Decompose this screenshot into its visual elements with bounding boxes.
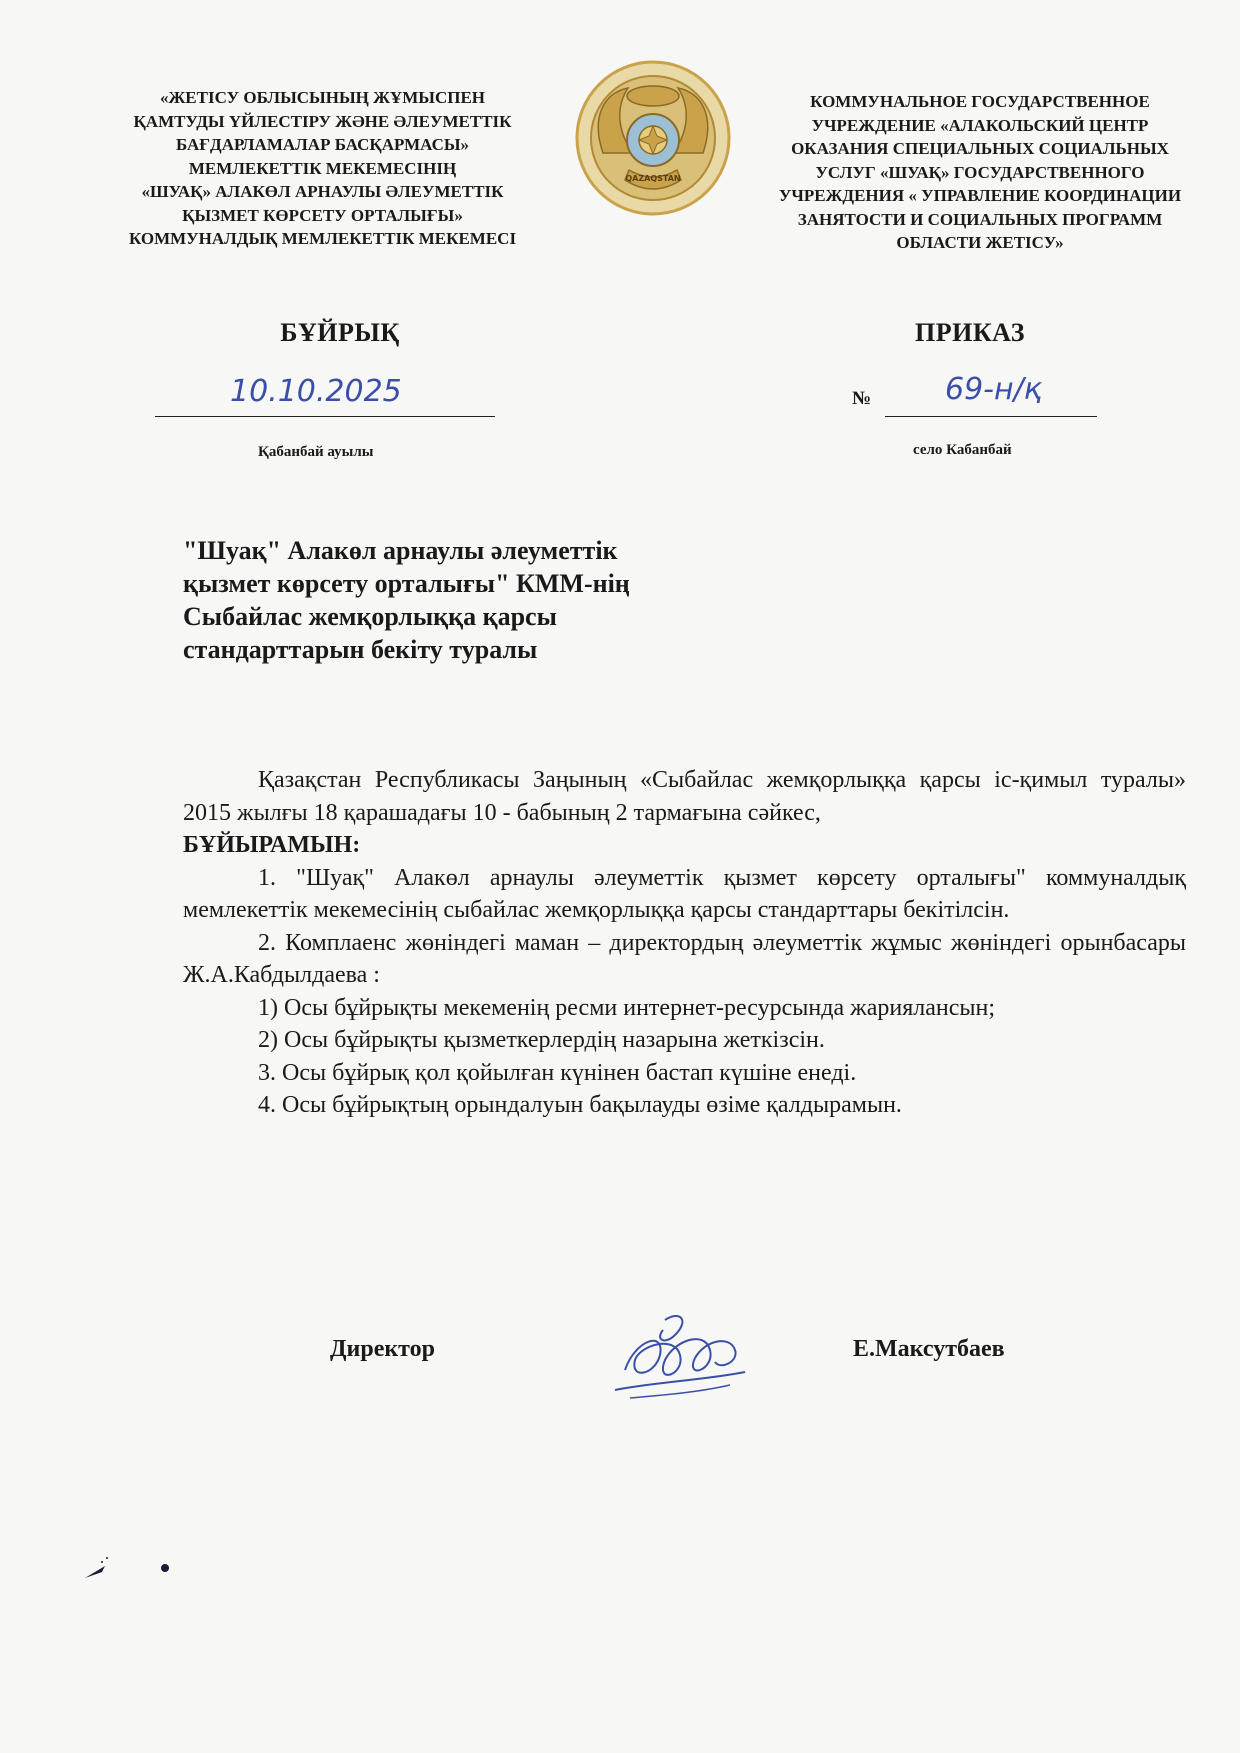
header-left-line: ҚАМТУДЫ ҮЙЛЕСТІРУ ЖӘНЕ ӘЛЕУМЕТТІК (133, 111, 512, 131)
header-left-line: «ШУАҚ» АЛАКӨЛ АРНАУЛЫ ӘЛЕУМЕТТІК (141, 182, 504, 201)
title-kz: БҰЙРЫҚ (280, 318, 400, 347)
header-left-line: «ЖЕТІСУ ОБЛЫСЫНЫҢ ЖҰМЫСПЕН (159, 88, 486, 107)
header-left-org-kz (100, 86, 545, 251)
signatory-name: Е.Максутбаев (853, 1336, 1005, 1362)
header-left-line: КОММУНАЛДЫҚ МЕМЛЕКЕТТІК МЕКЕМЕСІ (128, 229, 517, 248)
header-left-line: БАҒДАРЛАМАЛАР БАСҚАРМАСЫ» (175, 135, 470, 154)
header-right-line: УСЛУГ «ШУАҚ» ГОСУДАРСТВЕННОГО (815, 162, 1145, 182)
order-item: 2. Комплаенс жөніндегі маман – директордың әлеуметтік жұмыс жөніндегі орынбасары Ж.А.Кабдылдаева : (183, 929, 1186, 988)
date-underline (155, 416, 495, 417)
order-subject (183, 534, 723, 666)
order-item: 1) Осы бұйрықты мекеменің ресми интернет-ресурсында жариялансын; (258, 994, 995, 1021)
order-number: 69-н/қ (945, 372, 1042, 407)
order-body (183, 764, 1186, 1122)
header-right-line: КОММУНАЛЬНОЕ ГОСУДАРСТВЕННОЕ (810, 92, 1150, 111)
order-item: 3. Осы бұйрық қол қойылған күнінен бастап күшіне енеді. (258, 1059, 857, 1086)
subject-line: "Шуақ" Алакөл арнаулы әлеуметтік (183, 536, 618, 565)
order-item: 1. "Шуақ" Алакөл арнаулы әлеуметтік қызмет көрсету орталығы" коммуналдық мемлекеттік мекемесінің сыбайлас жемқорлыққа қарсы стандарттары бекітілсін. (183, 864, 1186, 923)
subject-line: стандарттарын бекіту туралы (183, 635, 538, 664)
preamble: Қазақстан Республикасы Заңының «Сыбайлас жемқорлыққа қарсы іс-қимыл туралы» 2015 жылғы 18 қарашадағы 10 - бабының 2 тармағына сәйкес, БҰЙЫРАМЫН: (183, 767, 1186, 858)
header-right-line: ОКАЗАНИЯ СПЕЦИАЛЬНЫХ СОЦИАЛЬНЫХ (791, 139, 1169, 158)
ink-smudge-icon (80, 1548, 180, 1588)
place-kz: Қабанбай ауылы (258, 444, 374, 460)
title-ru: ПРИКАЗ (915, 318, 1026, 347)
number-underline (885, 416, 1097, 417)
number-sign: № (852, 388, 872, 409)
header-right-line: ЗАНЯТОСТИ И СОЦИАЛЬНЫХ ПРОГРАММ (797, 209, 1163, 229)
order-item: 2) Осы бұйрықты қызметкерлердің назарына жеткізсін. (258, 1027, 825, 1053)
header-right-line: УЧРЕЖДЕНИЯ « УПРАВЛЕНИЕ КООРДИНАЦИИ (778, 186, 1182, 205)
state-emblem-icon (573, 58, 733, 218)
handwritten-signature-icon (605, 1300, 755, 1410)
subject-line: қызмет көрсету орталығы" КММ-нің (183, 569, 630, 598)
order-item: 4. Осы бұйрықтың орындалуын бақылауды өзіме қалдырамын. (258, 1092, 902, 1118)
header-left-line: МЕМЛЕКЕТТІК МЕКЕМЕСІНІҢ (188, 158, 457, 178)
header-right-org-ru (745, 90, 1215, 255)
emblem-text: QAZAQSTAN (625, 174, 681, 183)
place-ru: село Кабанбай (913, 442, 1012, 458)
subject-line: Сыбайлас жемқорлыққа қарсы (183, 602, 557, 631)
header-left-line: ҚЫЗМЕТ КӨРСЕТУ ОРТАЛЫҒЫ» (182, 205, 463, 225)
header-right-line: ОБЛАСТИ ЖЕТІСУ» (896, 233, 1064, 252)
signatory-role: Директор (330, 1336, 435, 1362)
order-date: 10.10.2025 (230, 374, 402, 409)
order-word: БҰЙЫРАМЫН: (183, 832, 361, 858)
header-right-line: УЧРЕЖДЕНИЕ «АЛАКОЛЬСКИЙ ЦЕНТР (811, 115, 1149, 135)
